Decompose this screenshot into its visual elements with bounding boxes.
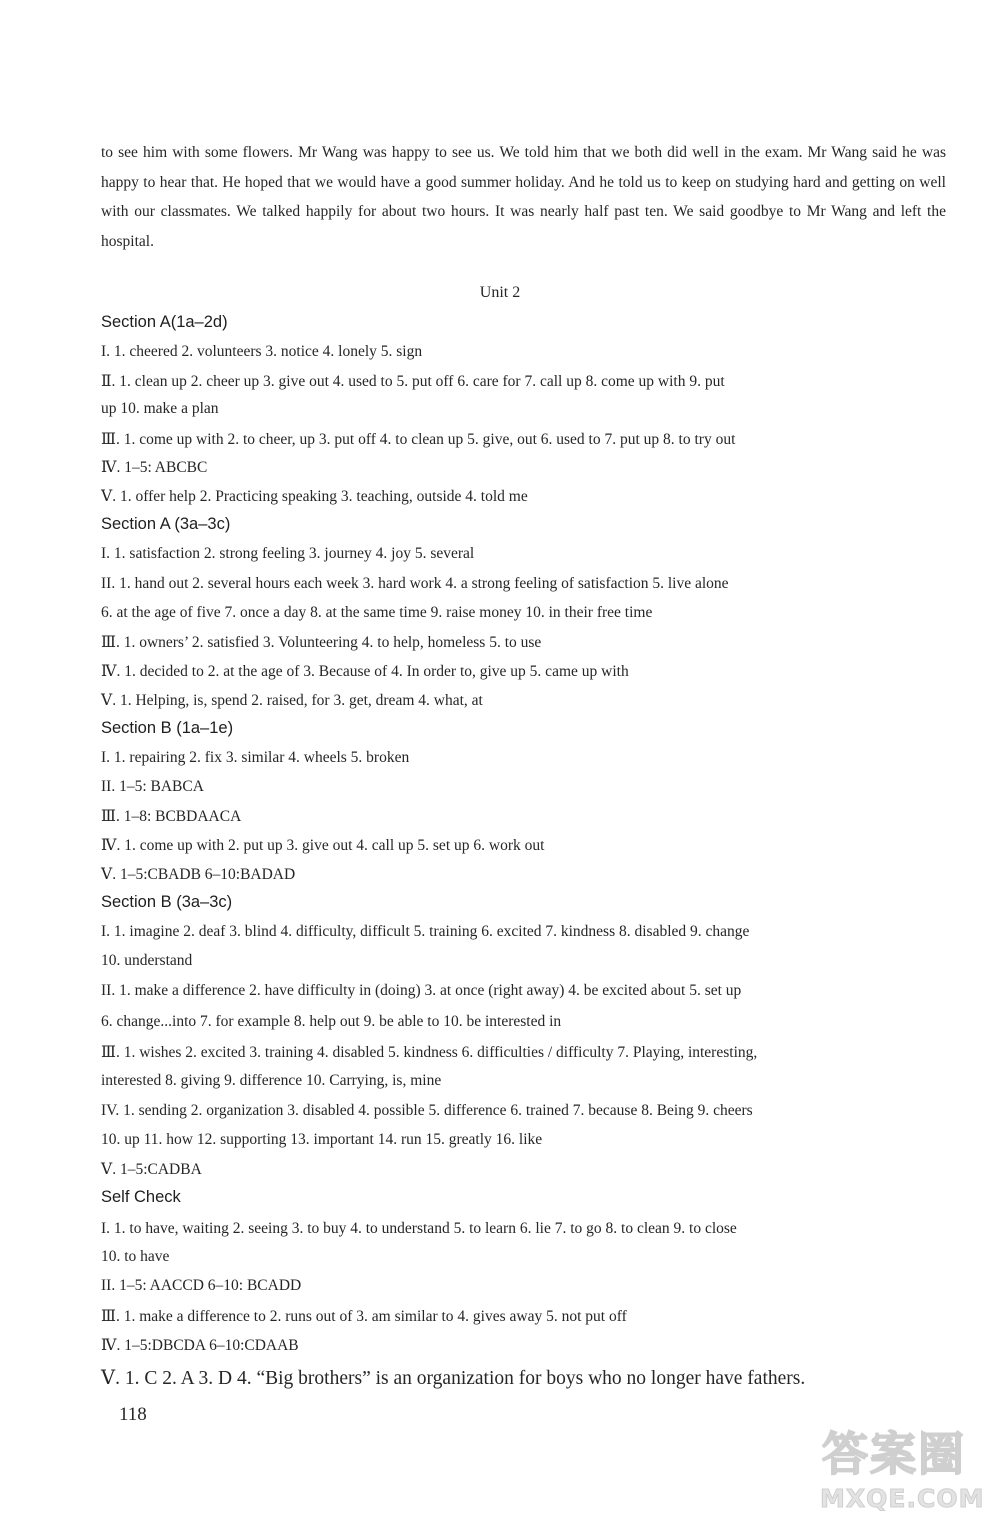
answer-line: Ⅴ. 1. offer help 2. Practicing speaking 3. teaching, outside 4. told me (101, 488, 528, 505)
answer-line: I. 1. to have, waiting 2. seeing 3. to buy 4. to understand 5. to learn 6. lie 7. to go 8. to clean 9. to close (101, 1220, 737, 1237)
answer-line: Ⅳ. 1. decided to 2. at the age of 3. Because of 4. In order to, give up 5. came up with (101, 663, 629, 680)
answer-line: II. 1. hand out 2. several hours each week 3. hard work 4. a strong feeling of satisfaction 5. live alone (101, 575, 729, 592)
unit-title: Unit 2 (479, 284, 521, 301)
section-heading: Section B (1a–1e) (101, 719, 234, 737)
answer-line: 10. to have (101, 1248, 170, 1265)
answer-line: Ⅲ. 1. make a difference to 2. runs out of 3. am similar to 4. gives away 5. not put off (101, 1308, 627, 1325)
answer-line: Ⅳ. 1–5: ABCBC (101, 459, 208, 476)
watermark-logo (818, 1418, 988, 1518)
answer-line: Ⅲ. 1–8: BCBDAACA (101, 808, 242, 825)
answer-line: 6. at the age of five 7. once a day 8. at the same time 9. raise money 10. in their free time (101, 604, 653, 621)
answer-line: up 10. make a plan (101, 400, 219, 417)
answer-line: Ⅴ. 1–5:CBADB 6–10:BADAD (101, 866, 296, 883)
answer-line: Ⅴ. 1. Helping, is, spend 2. raised, for 3. get, dream 4. what, at (101, 692, 483, 709)
answer-line: Ⅲ. 1. owners’ 2. satisfied 3. Volunteering 4. to help, homeless 5. to use (101, 634, 542, 651)
answer-line: Ⅲ. 1. wishes 2. excited 3. training 4. disabled 5. kindness 6. difficulties / difficulty 7. Playing, interesting, (101, 1044, 758, 1061)
answer-line: I. 1. cheered 2. volunteers 3. notice 4. lonely 5. sign (101, 343, 423, 360)
answer-line: Ⅱ. 1. clean up 2. cheer up 3. give out 4. used to 5. put off 6. care for 7. call up 8. come up with 9. put (101, 373, 725, 390)
answer-line: II. 1–5: AACCD 6–10: BCADD (101, 1277, 302, 1294)
watermark-en-text: MXQE.COM (820, 1484, 985, 1513)
section-heading: Section A(1a–2d) (101, 313, 228, 331)
watermark-cn-text: 答案圈 (822, 1427, 966, 1481)
answer-line: Ⅴ. 1. C 2. A 3. D 4. “Big brothers” is an organization for boys who no longer have fathers. (101, 1368, 806, 1389)
section-heading: Section B (3a–3c) (101, 893, 233, 911)
section-heading: Self Check (101, 1188, 181, 1206)
answer-line: interested 8. giving 9. difference 10. Carrying, is, mine (101, 1072, 442, 1089)
answer-line: 10. up 11. how 12. supporting 13. important 14. run 15. greatly 16. like (101, 1131, 543, 1148)
answer-line: Ⅲ. 1. come up with 2. to cheer, up 3. put off 4. to clean up 5. give, out 6. used to 7. put up 8. to try out (101, 431, 736, 448)
answer-line: II. 1–5: BABCA (101, 778, 204, 795)
answer-line: I. 1. satisfaction 2. strong feeling 3. journey 4. joy 5. several (101, 545, 475, 562)
answer-line: 6. change...into 7. for example 8. help out 9. be able to 10. be interested in (101, 1013, 562, 1030)
answer-line: Ⅳ. 1. come up with 2. put up 3. give out 4. call up 5. set up 6. work out (101, 837, 545, 854)
answer-line: II. 1. make a difference 2. have difficulty in (doing) 3. at once (right away) 4. be excited about 5. set up (101, 982, 742, 999)
answer-line: Ⅳ. 1–5:DBCDA 6–10:CDAAB (101, 1337, 299, 1354)
answer-line: 10. understand (101, 952, 193, 969)
answer-line: I. 1. repairing 2. fix 3. similar 4. wheels 5. broken (101, 749, 410, 766)
answer-line: IV. 1. sending 2. organization 3. disabled 4. possible 5. difference 6. trained 7. because 8. Being 9. cheers (101, 1102, 753, 1119)
intro-paragraph: to see him with some flowers. Mr Wang was happy to see us. We told him that we both did well in the exam. Mr Wang said he was happy to hear that. He hoped that we would have a good summer holiday. And he told us to keep on studying hard and getting on well with our classmates. We talked happily for about two hours. It was nearly half past ten. We said goodbye to Mr Wang and left the hospital. (101, 144, 946, 250)
answer-line: Ⅴ. 1–5:CADBA (101, 1161, 202, 1178)
section-heading: Section A (3a–3c) (101, 515, 231, 533)
page-number: 118 (119, 1404, 147, 1425)
answer-line: I. 1. imagine 2. deaf 3. blind 4. difficulty, difficult 5. training 6. excited 7. kindness 8. disabled 9. change (101, 923, 750, 940)
